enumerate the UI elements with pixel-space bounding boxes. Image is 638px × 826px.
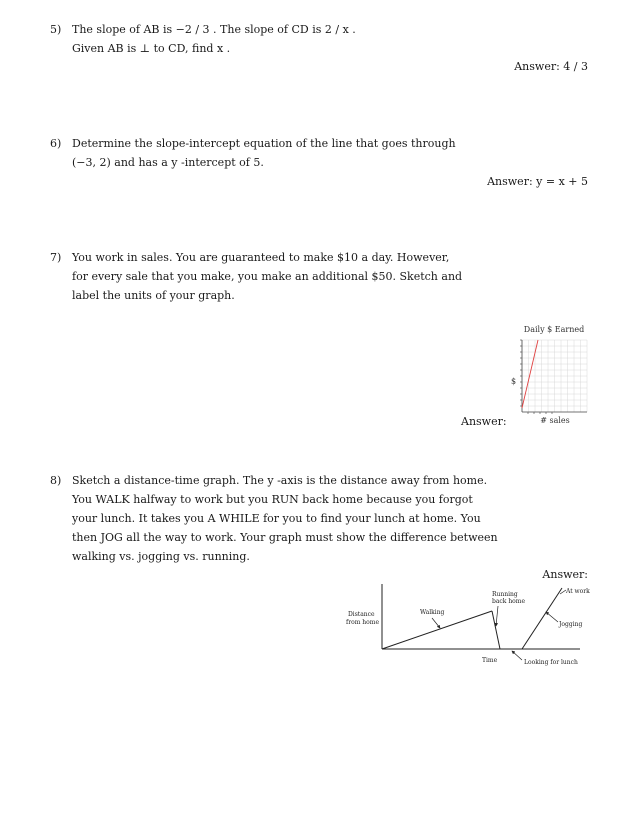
problem-number: 6) (50, 137, 62, 150)
answer-7: Answer: (461, 415, 507, 428)
y-axis-label: $ (511, 377, 517, 386)
running-segment (492, 611, 500, 649)
graph-grid (522, 340, 587, 412)
answer-5: Answer: 4 / 3 (514, 60, 588, 73)
daily-earned-graph (505, 320, 595, 430)
answer-6: Answer: y = x + 5 (487, 175, 588, 188)
walking-segment (382, 611, 492, 649)
x-axis-label: # sales (540, 416, 570, 425)
problem-6 (50, 134, 610, 172)
running-label-line1: Running (492, 591, 518, 598)
problem-number: 8) (50, 474, 62, 487)
problem-text-line: for every sale that you make, you make an additional $50. Sketch and (72, 270, 463, 283)
problem-text-line: You work in sales. You are guaranteed to make $10 a day. However, (72, 251, 450, 264)
problem-text-line: Given AB is ⊥ to CD, find x . (72, 42, 231, 55)
problem-text-line: You WALK halfway to work but you RUN back home because you forgot (72, 493, 473, 506)
problem-5 (50, 20, 610, 58)
problem-7 (50, 248, 610, 305)
problem-text-line: The slope of AB is −2 / 3 . The slope of CD is 2 / x . (72, 23, 356, 36)
at-work-label: At work (566, 588, 590, 595)
problem-8 (50, 471, 610, 566)
answer-8: Answer: (542, 568, 588, 581)
running-label-line2: back home (492, 598, 526, 605)
walking-label: Walking (420, 609, 445, 616)
jogging-arrow (546, 612, 558, 622)
tick-marks (520, 340, 552, 414)
graph-title: Daily $ Earned (523, 325, 585, 334)
running-arrow (496, 606, 498, 626)
problem-number: 7) (50, 251, 62, 264)
problem-text-line: label the units of your graph. (72, 289, 235, 302)
jogging-label: Jogging (559, 621, 583, 628)
problem-number: 5) (50, 23, 62, 36)
problem-text-line: Sketch a distance-time graph. The y -axis is the distance away from home. (72, 474, 488, 487)
earnings-line (522, 340, 538, 408)
walking-arrow (432, 618, 440, 628)
jogging-segment (522, 588, 562, 649)
x-axis-label: Time (482, 657, 498, 664)
looking-label: Looking for lunch (524, 659, 578, 666)
problem-text-line: walking vs. jogging vs. running. (72, 550, 250, 563)
problem-text-line: Determine the slope-intercept equation of the line that goes through (72, 137, 456, 150)
y-axis-label-line2: from home (346, 619, 380, 626)
problem-text-line: your lunch. It takes you A WHILE for you to find your lunch at home. You (72, 512, 481, 525)
problem-text-line: (−3, 2) and has a y -intercept of 5. (72, 156, 264, 169)
problem-text-line: then JOG all the way to work. Your graph must show the difference between (72, 531, 498, 544)
y-axis-label-line1: Distance (348, 611, 375, 618)
looking-arrow (512, 651, 522, 660)
distance-time-graph (340, 580, 600, 670)
